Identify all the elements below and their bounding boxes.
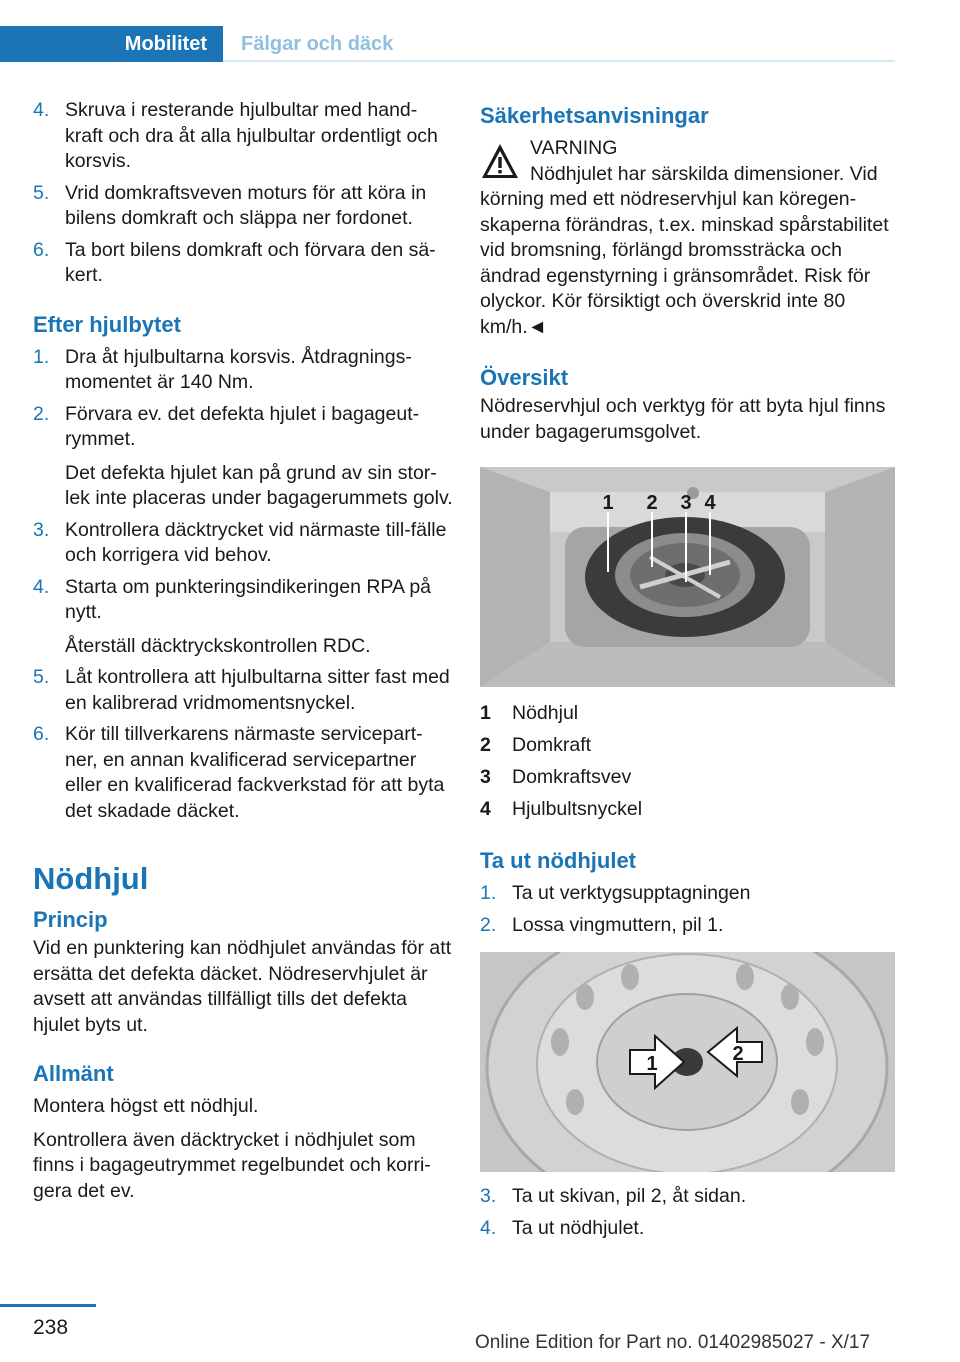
list-item <box>480 913 898 939</box>
step-text: Vrid domkraftsveven moturs för att köra in bilens domkraft och släppa ner fordonet. <box>65 181 427 229</box>
legend-row <box>480 793 898 825</box>
edition-text: Online Edition for Part no. 01402985027 - X/17 <box>475 1332 871 1353</box>
list-item <box>480 1184 898 1210</box>
warning-triangle-icon <box>480 142 520 182</box>
list-item <box>33 665 453 716</box>
step-number: 4. <box>480 1216 497 1239</box>
fig1-label: 4 <box>704 492 716 514</box>
wing-nut-figure <box>480 952 895 1172</box>
legend-label: Domkraft <box>512 734 592 756</box>
step-number: 5. <box>33 666 50 688</box>
section-title-nodhjul: Nödhjul <box>33 861 149 896</box>
overview-heading: Översikt <box>480 365 569 390</box>
list-item <box>33 575 453 660</box>
remove-steps-list-a <box>480 881 898 938</box>
after-steps-list <box>33 345 453 825</box>
legend-row <box>480 761 898 793</box>
legend-row <box>480 729 898 761</box>
legend-number: 4 <box>480 798 491 820</box>
step-text: Kontrollera däcktrycket vid närmaste till-fälle och korrigera vid behov. <box>65 518 447 566</box>
fig1-label: 2 <box>646 492 658 514</box>
step-text: Ta ut verktygsupptagningen <box>512 882 751 904</box>
page-number: 238 <box>33 1316 69 1339</box>
step-number: 2. <box>33 402 50 425</box>
legend-number: 3 <box>480 766 491 788</box>
step-number: 4. <box>33 99 50 121</box>
step-text: Låt kontrollera att hjulbultarna sitter fast med en kalibrerad vridmomentsnyckel. <box>65 666 450 714</box>
warning-text-first: Nödhjulet har särskilda dimensioner. Vid <box>530 162 878 185</box>
left-column <box>33 98 453 1204</box>
after-wheel-change-heading: Efter hjulbytet <box>33 311 181 337</box>
step-number: 1. <box>480 882 497 904</box>
step-number: 1. <box>33 345 50 368</box>
legend-label: Hjulbultsnyckel <box>512 798 643 820</box>
list-item <box>33 98 453 175</box>
step-note: Det defekta hjulet kan på grund av sin stor-lek inte placeras under bagagerummets golv. <box>65 461 453 509</box>
list-item <box>33 402 453 512</box>
step-number: 3. <box>33 518 50 541</box>
step-text: Ta ut nödhjulet. <box>512 1216 645 1239</box>
chapter-header <box>0 26 895 62</box>
step-number: 4. <box>33 575 50 598</box>
list-item <box>33 345 453 396</box>
tab-mobilitet[interactable]: Mobilitet <box>0 26 223 62</box>
list-item <box>33 722 453 824</box>
legend-label: Nödhjul <box>512 702 579 724</box>
step-text: Ta bort bilens domkraft och förvara den sä-kert. <box>65 238 436 286</box>
spare-wheel-illustration <box>480 952 895 1172</box>
list-item <box>480 881 898 907</box>
figure-legend <box>480 697 898 825</box>
general-text-1: Montera högst ett nödhjul. <box>33 1095 259 1117</box>
warning-box <box>480 136 898 340</box>
step-note: Återställ däcktryckskontrollen RDC. <box>65 634 371 657</box>
principle-heading: Princip <box>33 907 108 932</box>
step-number: 3. <box>480 1185 497 1207</box>
warning-label: VARNING <box>530 137 618 159</box>
fig2-label: 2 <box>732 1043 744 1065</box>
legend-number: 1 <box>480 702 491 724</box>
step-number: 5. <box>33 181 50 204</box>
fig2-label: 1 <box>646 1053 658 1075</box>
footer-rule <box>0 1304 96 1307</box>
remove-steps-list-b <box>480 1184 898 1241</box>
overview-text: Nödreservhjul och verktyg för att byta hjul finns under bagagerumsgolvet. <box>480 395 886 443</box>
steps-list-a <box>33 98 453 289</box>
general-heading: Allmänt <box>33 1061 114 1086</box>
principle-text: Vid en punktering kan nödhjulet användas för att ersätta det defekta däcket. Nödreservhjulet är avsett att användas tillfälligt tills det defekta hjulet byts ut. <box>33 937 452 1036</box>
legend-row <box>480 697 898 729</box>
step-text: Lossa vingmuttern, pil 1. <box>512 913 724 936</box>
step-text: Förvara ev. det defekta hjulet i bagageut-rymmet. <box>65 402 420 450</box>
step-text: Ta ut skivan, pil 2, åt sidan. <box>512 1185 747 1207</box>
fig1-label: 1 <box>602 492 614 514</box>
step-number: 2. <box>480 913 497 936</box>
trunk-illustration <box>480 467 895 687</box>
safety-heading: Säkerhetsanvisningar <box>480 103 709 128</box>
step-text: Starta om punkteringsindikeringen RPA på nytt. <box>65 575 432 623</box>
fig1-label: 3 <box>680 492 692 514</box>
step-text: Kör till tillverkarens närmaste servicepart-ner, en annan kvalificerad servicepartner eller en kvalificerad fackverkstad för att byta det skadade däcket. <box>65 723 445 822</box>
step-text: Dra åt hjulbultarna korsvis. Åtdragnings-momentet är 140 Nm. <box>65 345 412 393</box>
right-column <box>480 98 898 1247</box>
warning-text-rest: körning med ett nödreservhjul kan köregen-skaperna förändras, t.ex. minskad spårstabilitet vid bromsning, förlängd bromssträcka och ändrad egenstyrning i gränsområdet. Risk för olyckor. Kör försiktigt och överskrid inte 80 km/h.◄ <box>480 188 889 338</box>
tab-falgar-och-dack[interactable]: Fälgar och däck <box>241 33 394 55</box>
step-text: Skruva i resterande hjulbultar med hand-kraft och dra åt alla hjulbultar ordentligt och korsvis. <box>65 99 438 172</box>
remove-spare-heading: Ta ut nödhjulet <box>480 848 637 873</box>
list-item <box>33 181 453 232</box>
list-item <box>33 518 453 569</box>
list-item <box>480 1216 898 1242</box>
legend-number: 2 <box>480 734 491 756</box>
legend-label: Domkraftsvev <box>512 766 632 788</box>
step-number: 6. <box>33 238 50 261</box>
general-text-2: Kontrollera även däcktrycket i nödhjulet som finns i bagageutrymmet regelbundet och korri-gera det ev. <box>33 1128 431 1202</box>
trunk-spare-wheel-figure <box>480 467 895 687</box>
step-number: 6. <box>33 723 50 745</box>
list-item <box>33 238 453 289</box>
